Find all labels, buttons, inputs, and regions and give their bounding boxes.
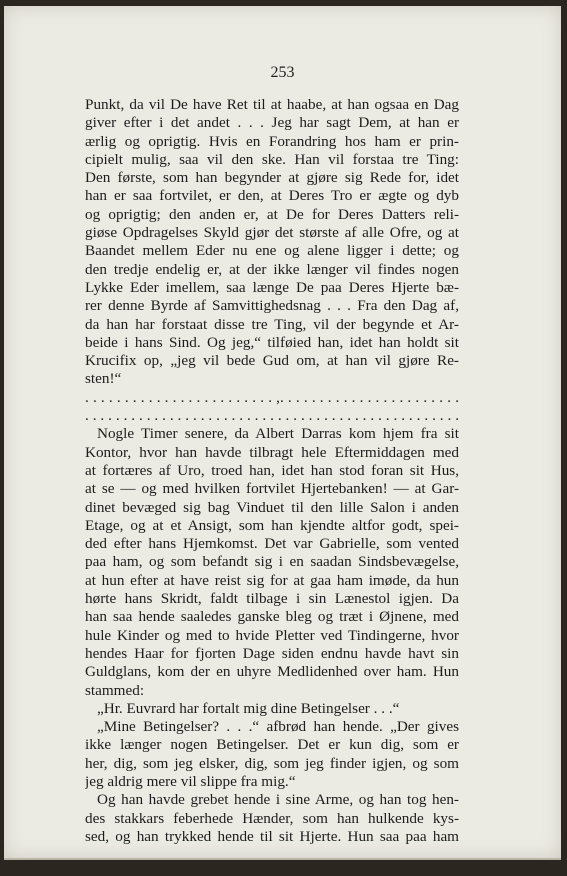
text-line: hørte hans Skridt, faldt tilbage i sin Lænestol igjen. Da xyxy=(85,590,459,608)
text-line: Kontor, hvor han havde tilbragt hele Eftermiddagen med xyxy=(85,443,459,461)
text-line: han er saa fortvilet, er den, at Deres Tro er ægte og dyb xyxy=(85,187,459,205)
text-line: han saa hende saaledes ganske bleg og træt i Øjnene, med xyxy=(85,608,459,626)
text-line: at fortæres af Uro, troed han, idet han stod foran sit Hus, xyxy=(85,461,459,479)
text-line: stammed: xyxy=(85,681,145,699)
text-line: Og han havde grebet hende i sine Arme, og han tog hen- xyxy=(97,791,459,809)
text-line: den tredje endelig er, at der ikke længer vil findes nogen xyxy=(85,260,459,278)
book-page xyxy=(4,6,561,858)
body-text xyxy=(85,96,459,846)
text-line: Etage, og at et Ansigt, som han kjendte altfor godt, spei- xyxy=(85,516,459,534)
page-edge xyxy=(4,858,561,860)
text-line: beide i hans Sind. Og jeg,“ tilføied han, idet han holdt sit xyxy=(85,333,459,351)
text-line: „Hr. Euvrard har fortalt mig dine Betingelser . . .“ xyxy=(97,699,400,717)
page-number: 253 xyxy=(270,64,295,81)
text-line: Nogle Timer senere, da Albert Darras kom hjem fra sit xyxy=(97,425,459,443)
text-line: „Mine Betingelser? . . .“ afbrød han hende. „Der gives xyxy=(97,718,459,736)
text-line: ded efter hans Hjemkomst. Det var Gabrielle, som vented xyxy=(85,535,459,553)
text-line: sed, og han trykked hende til sit Hjerte. Hun saa paa ham xyxy=(85,827,459,845)
text-line: giøse Opdragelses Skyld gjør det største af alle Ofre, og at xyxy=(85,224,459,242)
text-line: at hun efter at have reist sig for at gaa ham imøde, da hun xyxy=(85,571,459,589)
text-line: dinet bevæged sig bag Vinduet til den lille Salon i anden xyxy=(85,498,459,516)
text-line: Krucifix op, „jeg vil bede Gud om, at han vil gjøre Re- xyxy=(85,352,459,370)
text-line: hule Kinder og med to hvide Pletter ved Tindingerne, hvor xyxy=(85,626,459,644)
text-line: hendes Haar for fjorten Dage siden endnu havde havt sin xyxy=(85,644,459,662)
text-line: her, dig, som jeg elsker, dig, som jeg finder igjen, og som xyxy=(85,754,459,772)
text-line: giver efter i det andet . . . Jeg har sagt Dem, at han er xyxy=(85,114,459,132)
text-line: jeg aldrig mere vil slippe fra mig.“ xyxy=(85,772,296,790)
text-line: sten!“ xyxy=(85,370,122,388)
text-line: des stakkars feberhede Hænder, som han hulkende kys- xyxy=(85,809,459,827)
text-line: at se — og med hvilken fortvilet Hjertebanken! — at Gar- xyxy=(85,480,459,498)
section-break-dots: . . . . . . . . . . . . . . . . . . . . . . . . . . . . . . . . . . . . . . . . . . . . . . . . . xyxy=(85,407,459,425)
text-line: paa ham, og som befandt sig i en saadan Sindsbevægelse, xyxy=(85,553,459,571)
text-line: Den første, som han begynder at gjøre sig Rede for, idet xyxy=(85,169,459,187)
text-line: og oprigtig; den anden er, at De for Deres Datters reli- xyxy=(85,205,459,223)
text-line: Baandet mellem Eder nu ene og alene ligger i dette; og xyxy=(85,242,459,260)
text-line: Guldglans, kom der en uhyre Medlidenhed over ham. Hun xyxy=(85,663,459,681)
text-line: ærlig og oprigtig. Hvis en Forandring hos ham er prin- xyxy=(85,132,459,150)
text-line: Punkt, da vil De have Ret til at haabe, at han ogsaa en Dag xyxy=(85,96,459,113)
text-line: ikke længer nogen Betingelser. Det er kun dig, som er xyxy=(85,736,459,754)
text-line: da han har forstaat disse tre Ting, vil der begynde et Ar- xyxy=(85,315,459,333)
section-break-dots: . . . . . . . . . . . . . . . . . . . . . . . . ,. . . . . . . . . . . . . . . . . . . . . . . xyxy=(85,388,459,406)
text-line: cipielt mulig, saa vil den ske. Han vil forstaa tre Ting: xyxy=(85,150,459,168)
text-line: Lykke Eder imellem, saa længe De paa Deres Hjerte bæ- xyxy=(85,278,459,296)
text-line: rer denne Byrde af Samvittighedsnag . . . Fra den Dag af, xyxy=(85,297,459,315)
